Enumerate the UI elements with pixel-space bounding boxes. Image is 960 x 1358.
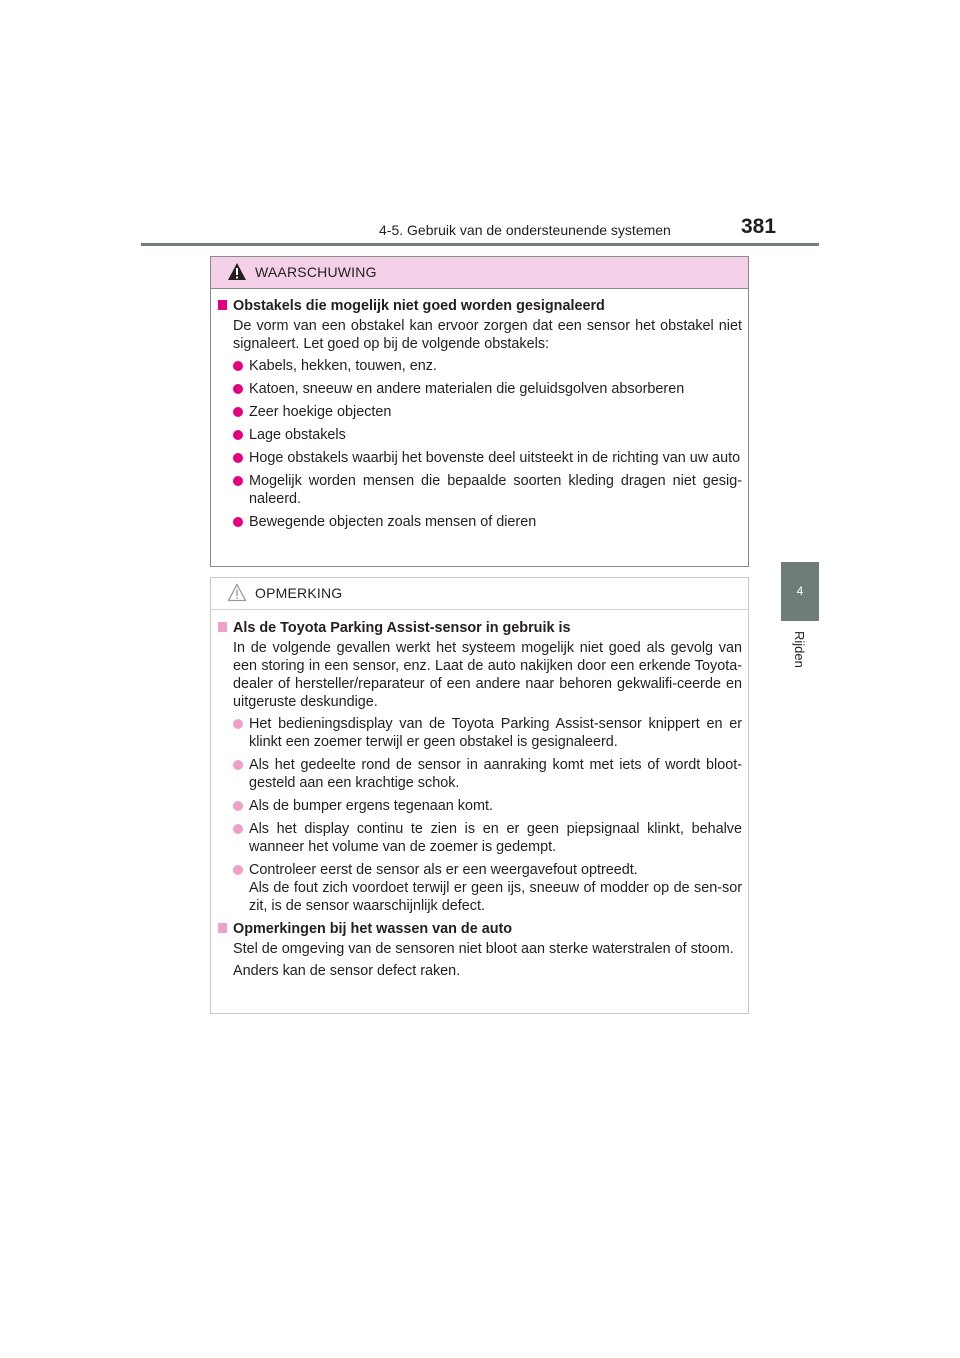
bullet-dot-icon <box>233 476 243 486</box>
header-rule <box>141 243 819 246</box>
list-item-continuation: Als de fout zich voordoet terwijl er geen ijs, sneeuw of modder op de sen-sor zit, is de sensor waarschijnlijk defect. <box>249 880 742 914</box>
warning-triangle-icon <box>227 262 247 281</box>
bullet-dot-icon <box>233 384 243 394</box>
bullet-dot-icon <box>233 453 243 463</box>
note-section2-para2: Anders kan de sensor defect raken. <box>233 963 461 979</box>
warning-content <box>217 297 742 536</box>
list-item: Het bedieningsdisplay van de Toyota Parking Assist-sensor knippert en er klinkt een zoemer terwijl er geen obstakel is gesignaleerd. <box>217 715 742 751</box>
caution-triangle-outline-icon <box>227 583 247 602</box>
list-item: Zeer hoekige objecten <box>217 403 742 421</box>
bullet-dot-icon <box>233 801 243 811</box>
list-item: Katoen, sneeuw en andere materialen die geluidsgolven absorberen <box>217 380 742 398</box>
warning-header <box>211 257 748 289</box>
bullet-dot-icon <box>233 361 243 371</box>
bullet-dot-icon <box>233 407 243 417</box>
list-item: Als het display continu te zien is en er geen piepsignaal klinkt, behalve wanneer het volume van de zoemer is gedempt. <box>217 820 742 856</box>
warning-section-title: Obstakels die mogelijk niet goed worden gesignaleerd <box>217 297 742 315</box>
bullet-dot-icon <box>233 824 243 834</box>
running-header-section: 4-5. Gebruik van de ondersteunende systemen <box>379 222 671 238</box>
chapter-label <box>782 631 818 691</box>
list-item: Controleer eerst de sensor als er een weergavefout optreedt. <box>217 861 742 879</box>
note-section1-intro: In de volgende gevallen werkt het systeem mogelijk niet goed als gevolg van een storing in een sensor, enz. Laat de auto nakijken door een erkende Toyota-dealer of hersteller/reparateur of een andere naar behoren gekwalifi-ceerde en uitgeruste deskundige. <box>233 640 742 710</box>
list-item: Als het gedeelte rond de sensor in aanraking komt met iets of wordt bloot-gesteld aan een krachtige schok. <box>217 756 742 792</box>
square-bullet-icon <box>218 300 227 310</box>
note-header <box>211 578 748 610</box>
list-item: Lage obstakels <box>217 426 742 444</box>
page-number: 381 <box>741 215 777 238</box>
chapter-tab: 4 <box>781 562 819 621</box>
bullet-dot-icon <box>233 760 243 770</box>
note-box <box>210 577 749 1014</box>
warning-intro: De vorm van een obstakel kan ervoor zorgen dat een sensor het obstakel niet signaleert. Let goed op bij de volgende obstakels: <box>233 318 742 352</box>
note-content <box>217 619 742 984</box>
square-bullet-icon <box>218 923 227 933</box>
chapter-label-text: Rijden <box>792 631 807 668</box>
note-section1-title: Als de Toyota Parking Assist-sensor in gebruik is <box>217 619 742 637</box>
bullet-dot-icon <box>233 430 243 440</box>
bullet-dot-icon <box>233 865 243 875</box>
list-item: Bewegende objecten zoals mensen of dieren <box>217 513 742 531</box>
note-title: OPMERKING <box>255 585 343 601</box>
bullet-dot-icon <box>233 517 243 527</box>
note-section2-title: Opmerkingen bij het wassen van de auto <box>217 920 742 938</box>
bullet-dot-icon <box>233 719 243 729</box>
list-item: Als de bumper ergens tegenaan komt. <box>217 797 742 815</box>
list-item: Hoge obstakels waarbij het bovenste deel uitsteekt in de richting van uw auto <box>217 449 742 467</box>
warning-title: WAARSCHUWING <box>255 264 377 280</box>
warning-box <box>210 256 749 567</box>
square-bullet-icon <box>218 622 227 632</box>
list-item: Kabels, hekken, touwen, enz. <box>217 357 742 375</box>
note-section2-para1: Stel de omgeving van de sensoren niet bloot aan sterke waterstralen of stoom. <box>233 941 734 957</box>
list-item: Mogelijk worden mensen die bepaalde soorten kleding dragen niet gesig-naleerd. <box>217 472 742 508</box>
